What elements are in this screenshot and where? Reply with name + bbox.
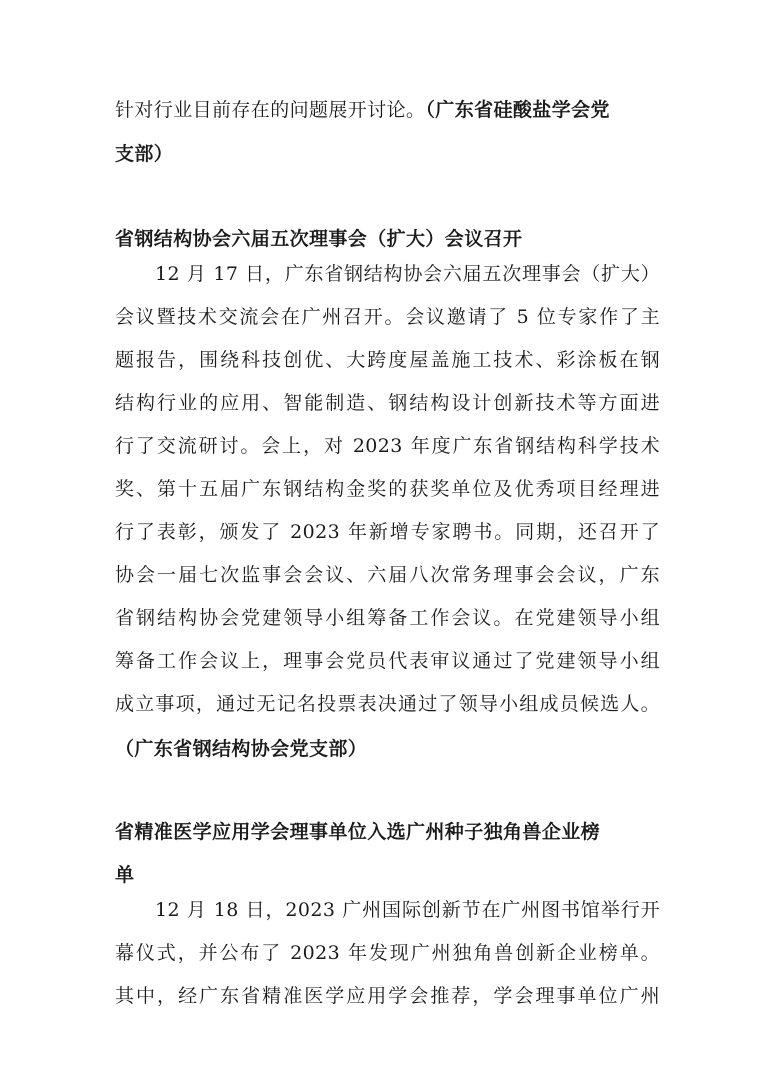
intro-line-2: [115, 140, 660, 168]
intro-source-part1: （广东省硅酸盐学会党: [425, 99, 610, 121]
article2-title-line-2: 单: [115, 864, 135, 886]
article2-title-line-1: 省精准医学应用学会理事单位入选广州种子独角兽企业榜: [115, 821, 601, 843]
article1-line-5: 行了交流研讨。会上，对 2023 年度广东省钢结构科学技术: [115, 435, 660, 457]
article1-line-9: 省钢结构协会党建领导小组筹备工作会议。在党建领导小组: [115, 607, 660, 629]
article1-line-3: 题报告，围绕科技创优、大跨度屋盖施工技术、彩涂板在钢: [115, 349, 660, 371]
article1-line-10: 筹备工作会议上，理事会党员代表审议通过了党建领导小组: [115, 650, 660, 672]
article1-line-4: 结构行业的应用、智能制造、钢结构设计创新技术等方面进: [115, 392, 660, 414]
article1-line-1: 12 月 17 日，广东省钢结构协会六届五次理事会（扩大）: [155, 263, 660, 285]
article1-line-6: 奖、第十五届广东钢结构金奖的获奖单位及优秀项目经理进: [115, 478, 660, 500]
article2-line-3: 其中，经广东省精准医学应用学会推荐，学会理事单位广州: [115, 985, 660, 1007]
intro-line-1: [115, 96, 660, 124]
article1-source: （广东省钢结构协会党支部）: [115, 738, 368, 760]
article1-line-7: 行了表彰，颁发了 2023 年新增专家聘书。同期，还召开了: [115, 521, 660, 543]
intro-source-part2: 支部）: [115, 143, 174, 165]
article1-title: 省钢结构协会六届五次理事会（扩大）会议召开: [115, 228, 523, 250]
article1-line-11: 成立事项，通过无记名投票表决通过了领导小组成员候选人。: [115, 693, 660, 715]
intro-text: 针对行业目前存在的问题展开讨论。: [115, 99, 426, 121]
article1-line-2: 会议暨技术交流会在广州召开。会议邀请了 5 位专家作了主: [115, 306, 660, 328]
article1-line-8: 协会一届七次监事会会议、六届八次常务理事会会议，广东: [115, 564, 660, 586]
article2-line-1: 12 月 18 日，2023 广州国际创新节在广州图书馆举行开: [155, 899, 660, 921]
article2-line-2: 幕仪式，并公布了 2023 年发现广州独角兽创新企业榜单。: [115, 942, 660, 964]
